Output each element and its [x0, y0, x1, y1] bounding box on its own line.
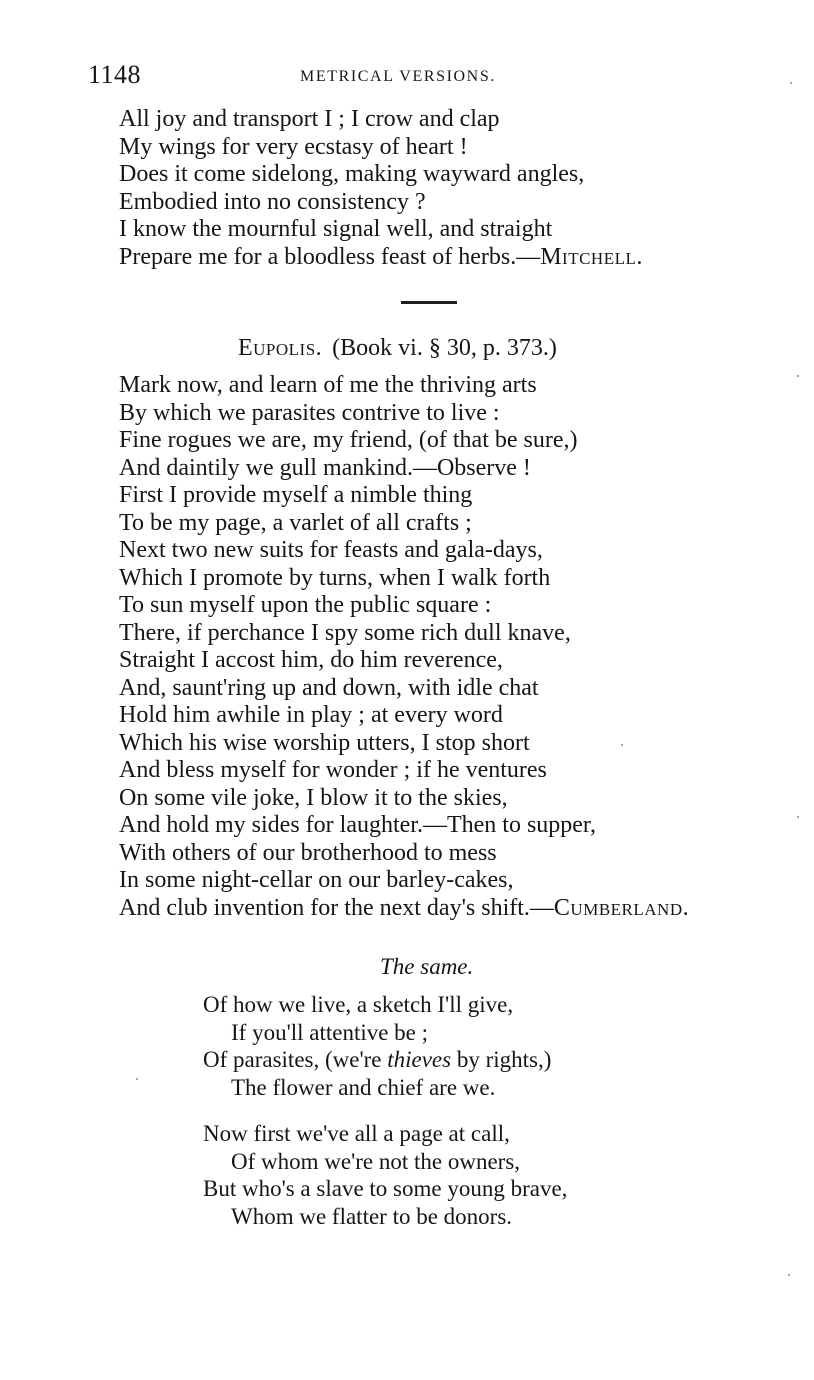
verse-line-text: And club invention for the next day's shift.— — [119, 894, 554, 921]
cumberland-verse — [119, 372, 689, 922]
verse-line: On some vile joke, I blow it to the skies, — [119, 784, 508, 811]
verse-line-with-attribution — [119, 895, 689, 923]
section-divider — [401, 301, 457, 304]
attribution-cumberland: Cumberland. — [553, 894, 690, 921]
verse-line-with-attribution — [119, 244, 643, 272]
stanza-line-part: by rights,) — [451, 1047, 552, 1072]
verse-line: There, if perchance I spy some rich dull knave, — [119, 619, 571, 646]
stanza-2 — [203, 1120, 567, 1230]
verse-line: To sun myself upon the public square : — [119, 592, 492, 618]
verse-line: Mark now, and learn of me the thriving arts — [119, 372, 537, 398]
stanza-line: If you'll attentive be ; — [231, 1019, 429, 1045]
verse-line: Embodied into no consistency ? — [119, 188, 426, 215]
verse-line: And hold my sides for laughter.—Then to supper, — [119, 812, 596, 838]
stanza-line: Of how we live, a sketch I'll give, — [203, 992, 514, 1017]
verse-line: And bless myself for wonder ; if he ventures — [119, 757, 547, 783]
verse-line: And, saunt'ring up and down, with idle chat — [119, 674, 539, 701]
scan-speck — [621, 744, 623, 746]
verse-line: And daintily we gull mankind.—Observe ! — [119, 454, 531, 481]
verse-line: All joy and transport I ; I crow and clap — [119, 106, 500, 132]
scan-speck — [797, 375, 799, 377]
mitchell-verse — [119, 106, 643, 271]
stanza-line: Whom we flatter to be donors. — [231, 1203, 513, 1229]
subheading-the-same: The same. — [380, 954, 474, 979]
verse-line: To be my page, a varlet of all crafts ; — [119, 509, 472, 536]
verse-line: Which his wise worship utters, I stop short — [119, 729, 530, 756]
section-heading-eupolis — [238, 333, 557, 363]
stanza-line: The flower and chief are we. — [231, 1074, 496, 1100]
running-head: METRICAL VERSIONS. — [300, 68, 496, 85]
verse-line: Fine rogues we are, my friend, (of that be sure,) — [119, 427, 578, 453]
verse-line: Does it come sidelong, making wayward angles, — [119, 161, 585, 187]
verse-line: Straight I accost him, do him reverence, — [119, 647, 503, 673]
stanza-line: But who's a slave to some young brave, — [203, 1176, 568, 1201]
scan-speck — [788, 1274, 790, 1276]
scan-speck — [797, 816, 799, 818]
verse-line-text: Prepare me for a bloodless feast of herbs.— — [119, 243, 541, 270]
verse-line: Next two new suits for feasts and gala-days, — [119, 537, 543, 563]
scan-speck — [790, 82, 792, 84]
attribution-mitchell: Mitchell. — [540, 243, 643, 270]
book-reference: (Book vi. § 30, p. 373.) — [332, 335, 557, 361]
italic-word: thieves — [387, 1047, 452, 1072]
stanza-1 — [203, 991, 551, 1101]
verse-line: First I provide myself a nimble thing — [119, 482, 473, 508]
stanza-line — [203, 1046, 551, 1074]
scan-speck — [136, 1078, 138, 1080]
verse-line: Hold him awhile in play ; at every word — [119, 702, 503, 728]
stanza-line: Now first we've all a page at call, — [203, 1121, 510, 1146]
verse-line: With others of our brotherhood to mess — [119, 839, 497, 866]
page-number: 1148 — [88, 60, 142, 89]
author-name: Eupolis. — [238, 335, 323, 361]
verse-line: I know the mournful signal well, and straight — [119, 216, 553, 242]
verse-line: Which I promote by turns, when I walk forth — [119, 564, 551, 591]
stanza-line: Of whom we're not the owners, — [231, 1148, 521, 1174]
verse-line: My wings for very ecstasy of heart ! — [119, 133, 468, 160]
verse-line: By which we parasites contrive to live : — [119, 399, 500, 426]
stanza-line-part: Of parasites, (we're — [203, 1047, 388, 1072]
verse-line: In some night-cellar on our barley-cakes, — [119, 867, 514, 893]
